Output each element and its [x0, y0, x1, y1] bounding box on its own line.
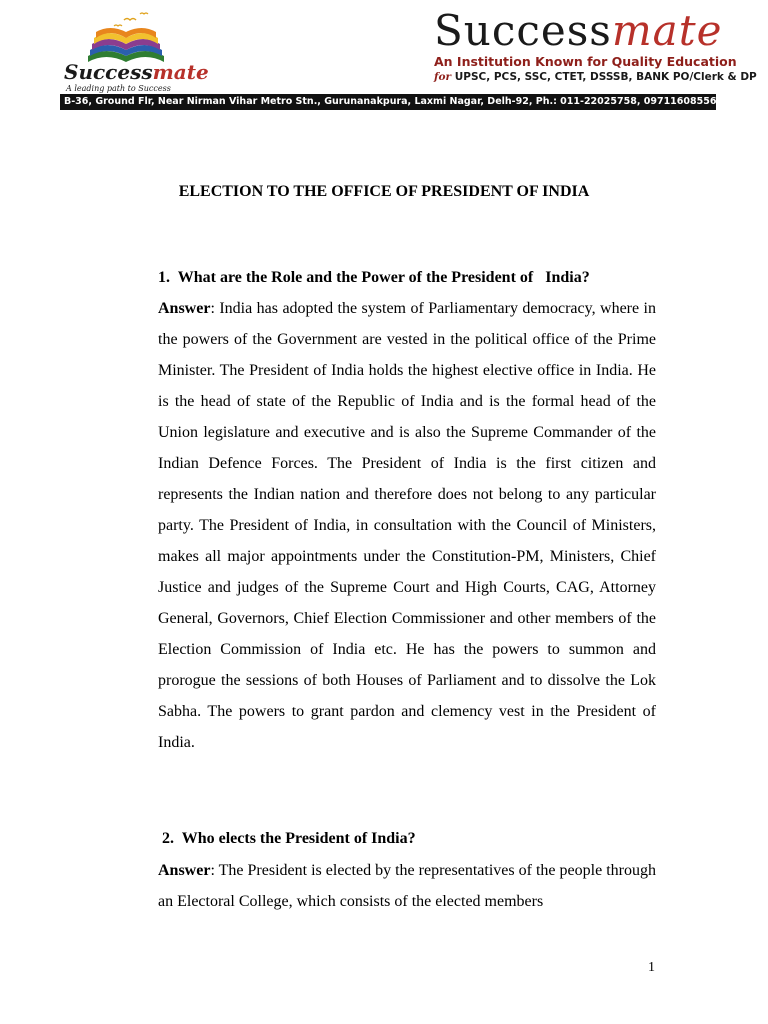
page-number: 1 — [648, 960, 655, 975]
left-logo-brand: Successmate — [64, 60, 209, 84]
left-logo — [60, 12, 209, 98]
answer-label: Answer — [158, 862, 211, 879]
answer-text: : The President is elected by the representatives of the people through an Electoral College, which consists of the elected members — [158, 862, 656, 910]
left-logo-tagline: A leading path to Success — [66, 84, 171, 93]
right-logo — [434, 6, 757, 90]
right-logo-exams: for UPSC, PCS, SSC, CTET, DSSSB, BANK PO/Clerk & DP — [434, 71, 757, 83]
answer-2 — [158, 855, 656, 917]
right-logo-brand: Successmate — [434, 6, 723, 55]
answer-1 — [158, 293, 656, 758]
document-title: ELECTION TO THE OFFICE OF PRESIDENT OF INDIA — [178, 183, 590, 200]
open-book-icon — [84, 12, 168, 64]
address-bar: B-36, Ground Flr, Near Nirman Vihar Metro Stn., Gurunanakpura, Laxmi Nagar, Delh-92, Ph.: 011-22025758, 09711608556 — [60, 94, 716, 110]
answer-text: : India has adopted the system of Parliamentary democracy, where in the powers of the Government are vested in the political office of the Prime Minister. The President of India holds the highest elective office in India. He is the head of state of the Republic of India and is the formal head of the Union legislature and executive and is also the Supreme Commander of the Indian Defence Forces. The President of India is the first citizen and represents the Indian nation and therefore does not belong to any particular party. The President of India, in consultation with the Council of Ministers, makes all major appointments under the Constitution-PM, Ministers, Chief Justice and judges of the Supreme Court and High Courts, CAG, Attorney General, Governors, Chief Election Commissioner and other members of the Election Commission of India etc. He has the powers to summon and prorogue the sessions of both Houses of Parliament and to dissolve the Lok Sabha. The powers to grant pardon and clemency vest in the President of India. — [158, 300, 656, 751]
page-header — [60, 6, 757, 114]
answer-label: Answer — [158, 300, 211, 317]
question-2: 2. Who elects the President of India? — [158, 830, 416, 847]
question-1: 1. What are the Role and the Power of the President of India? — [158, 269, 590, 286]
right-logo-subtitle: An Institution Known for Quality Education — [434, 54, 737, 69]
